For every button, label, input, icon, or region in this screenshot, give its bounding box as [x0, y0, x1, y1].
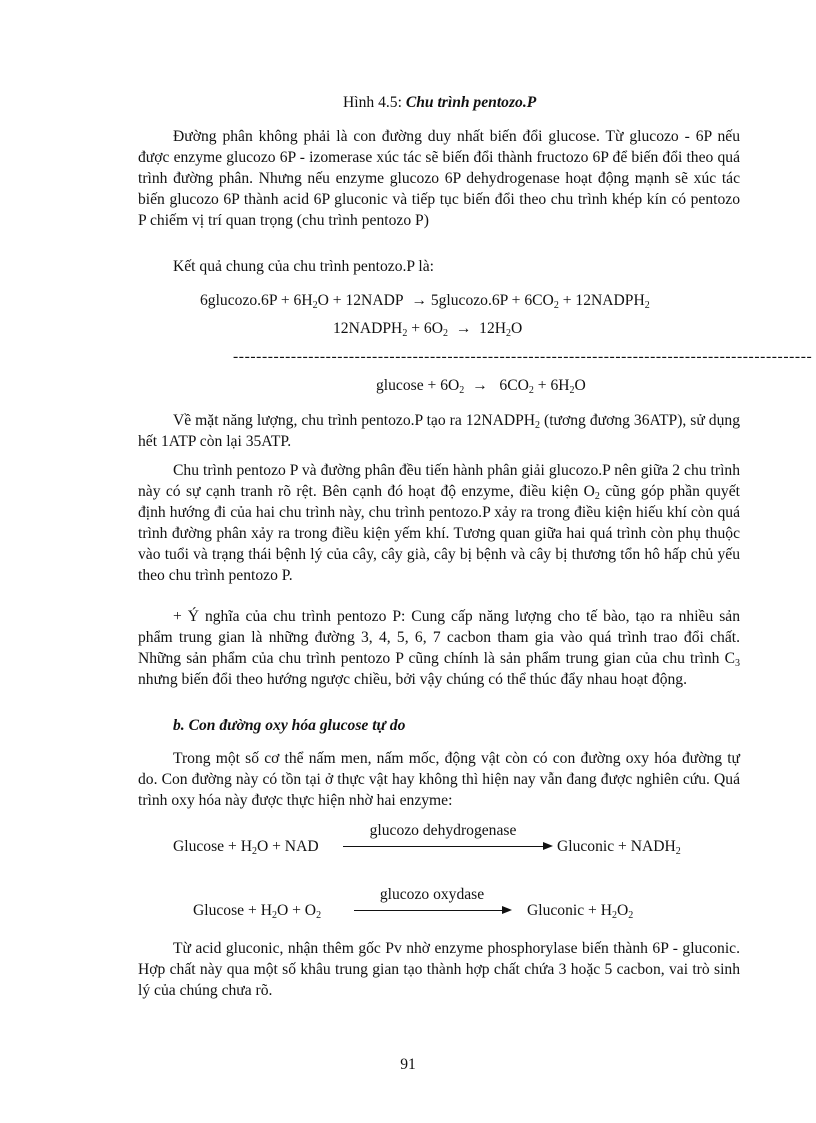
reaction-2-arrow — [354, 910, 504, 911]
reaction-1-lhs: $Glucose + H_2O$ + NAD — [173, 838, 319, 857]
paragraph-significance: + Ý nghĩa của chu trình pentozo P: Cung cấp năng lượng cho tế bào, tạo ra nhiều sản phẩm trung gian là những đường 3, 4, 5, 6, 7 cacbon tham gia vào quá trình trao đổi chất. Những sản phẩm của chu trình pentozo P cũng chính là sản phẩm trung gian của chu trình $C_3$ nhưng biến đổi theo hướng ngược chiều, bởi vậy chúng có thể thúc đẩy nhau hoạt động. — [138, 608, 740, 688]
arrow-head-icon — [543, 842, 553, 850]
paragraph-energy: Về mặt năng lượng, chu trình pentozo.P tạo ra $12NADPH_2$ (tương đương 36ATP), sử dụng hết 1ATP còn lại 35ATP. — [138, 412, 740, 450]
paragraph-result-lead: Kết quả chung của chu trình pentozo.P là: — [173, 258, 434, 275]
arrow-icon: → — [411, 292, 427, 309]
section-heading: b. Con đường oxy hóa glucose tự do — [173, 717, 406, 734]
equation-sum: $glucose + 6O_2$ → $6CO_2 + 6H_2O$ — [376, 377, 586, 396]
page-number: 91 — [400, 1056, 416, 1073]
equation-1: 6glucozo.6P + $6H_2O$ + 12NADP → 5glucozo.6P + $6CO_2$ + $12NADPH_2$ — [200, 292, 650, 311]
figure-label: Hình 4.5: — [343, 94, 406, 111]
reaction-2-enzyme: glucozo oxydase — [379, 886, 485, 903]
equation-2: $12NADPH_2 + 6O_2 \to 12H_2O$ — [333, 320, 523, 339]
reaction-2-lhs: $Glucose + H_2O + O_2$ — [193, 902, 322, 921]
reaction-1-rhs: Gluconic + $NADH_2$ — [557, 838, 681, 857]
paragraph-competition: Chu trình pentozo P và đường phân đều tiến hành phân giải glucozo.P nên giữa 2 chu trình này có sự cạnh tranh rõ rệt. Bên cạnh đó hoạt độ enzyme, điều kiện $O_2$ cũng góp phần quyết định hướng đi của hai chu trình này, chu trình pentozo.P xảy ra trong điều kiện hiếu khí còn quá trình đường phân xảy ra trong điều kiện yếm khí. Tương quan giữa hai quá trình còn phụ thuộc vào tuổi và trạng thái bệnh lý của cây, cây già, cây bị bệnh và cây bị thương tổn hô hấp chủ yếu theo chu trình pentozo P. — [138, 462, 740, 584]
arrow-icon: → — [472, 377, 488, 394]
figure-title: Chu trình pentozo.P — [405, 94, 537, 111]
paragraph-free-oxidation: Trong một số cơ thể nấm men, nấm mốc, động vật còn có con đường oxy hóa đường tự do. Con đường này có tồn tại ở thực vật hay không thì hiện nay vẫn đang được nghiên cứu. Quá trình oxy hóa này được thực hiện nhờ hai enzyme: — [138, 750, 740, 809]
reaction-1-enzyme: glucozo dehydrogenase — [369, 822, 517, 839]
arrow-icon: → — [455, 320, 472, 337]
reaction-2-rhs: Gluconic + $H_2O_2$ — [527, 902, 634, 921]
paragraph-gluconic: Từ acid gluconic, nhận thêm gốc Pv nhờ enzyme phosphorylase biến thành 6P - gluconic. Hợp chất này qua một số khâu trung gian tạo thành hợp chất chứa 3 hoặc 5 cacbon, vai trò sinh lý của chúng chưa rõ. — [138, 940, 740, 999]
arrow-head-icon — [502, 906, 512, 914]
figure-caption — [343, 92, 536, 113]
reaction-1-arrow — [343, 846, 545, 847]
equation-divider: ---------------------------------------------------------------------------------------------------- — [233, 348, 813, 365]
paragraph-intro: Đường phân không phải là con đường duy nhất biến đổi glucose. Từ glucozo - 6P nếu được enzyme glucozo 6P - izomerase xúc tác sẽ biến đổi thành fructozo 6P để biến đổi theo quá trình đường phân. Nhưng nếu enzyme glucozo 6P dehydrogenase hoạt động mạnh sẽ xúc tác biến glucozo 6P thành acid 6P gluconic và tiếp tục biến đổi theo chu trình khép kín có pentozo P chiếm vị trí quan trọng (chu trình pentozo P) — [138, 128, 740, 229]
